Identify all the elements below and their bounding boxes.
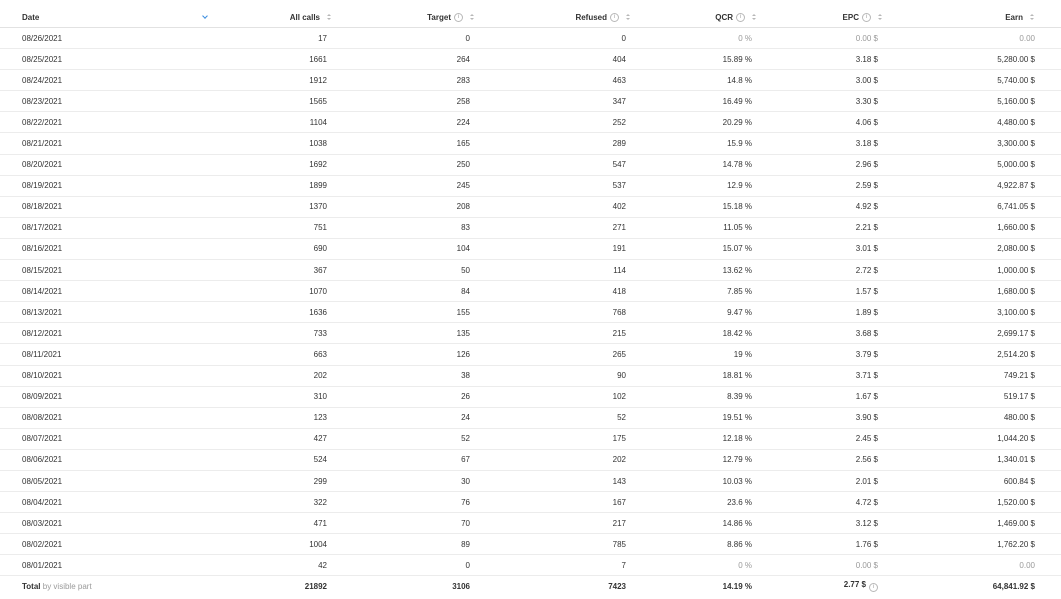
cell-qcr: 16.49 %: [631, 91, 757, 112]
cell-target: 89: [332, 534, 475, 555]
cell-refused: 167: [475, 492, 631, 513]
cell-all-calls: 1661: [232, 49, 332, 70]
cell-earn: 1,762.20 $: [883, 534, 1061, 555]
cell-earn: 0.00: [883, 555, 1061, 576]
cell-refused: 289: [475, 133, 631, 154]
table-row: [0, 555, 1061, 576]
cell-earn: 480.00 $: [883, 407, 1061, 428]
table-row: [0, 344, 1061, 365]
cell-refused: 537: [475, 175, 631, 196]
cell-date: 08/13/2021: [0, 302, 232, 323]
cell-date: 08/06/2021: [0, 449, 232, 470]
column-header-label: Target: [427, 12, 451, 22]
cell-qcr: 23.6 %: [631, 492, 757, 513]
cell-date: 08/08/2021: [0, 407, 232, 428]
cell-target: 50: [332, 260, 475, 281]
cell-epc: 3.30 $: [757, 91, 883, 112]
cell-date: 08/03/2021: [0, 513, 232, 534]
cell-all-calls: 1636: [232, 302, 332, 323]
cell-all-calls: 1070: [232, 281, 332, 302]
cell-target: 283: [332, 70, 475, 91]
sort-icon[interactable]: [326, 13, 332, 22]
table-row: [0, 28, 1061, 49]
column-header-label: EPC: [842, 12, 859, 22]
cell-target: 83: [332, 217, 475, 238]
column-header-label: All calls: [289, 12, 320, 22]
cell-qcr: 9.47 %: [631, 302, 757, 323]
cell-earn: 3,100.00 $: [883, 302, 1061, 323]
table-row: [0, 49, 1061, 70]
cell-earn: 1,680.00 $: [883, 281, 1061, 302]
cell-earn: 4,480.00 $: [883, 112, 1061, 133]
table-row: [0, 470, 1061, 491]
cell-refused: 90: [475, 365, 631, 386]
cell-all-calls: 1899: [232, 175, 332, 196]
total-epc-cell: [757, 576, 883, 597]
sort-icon[interactable]: [1029, 13, 1035, 22]
cell-refused: 271: [475, 217, 631, 238]
cell-refused: 404: [475, 49, 631, 70]
info-icon[interactable]: i: [862, 13, 871, 22]
cell-earn: 5,280.00 $: [883, 49, 1061, 70]
cell-earn: 600.84 $: [883, 470, 1061, 491]
column-header-date[interactable]: [0, 7, 232, 28]
table-header-row: [0, 7, 1061, 28]
cell-refused: 102: [475, 386, 631, 407]
cell-earn: 5,000.00 $: [883, 154, 1061, 175]
total-row: [0, 576, 1061, 597]
cell-target: 0: [332, 28, 475, 49]
cell-earn: 1,340.01 $: [883, 449, 1061, 470]
cell-date: 08/17/2021: [0, 217, 232, 238]
cell-earn: 1,469.00 $: [883, 513, 1061, 534]
column-header-label: Earn: [1005, 12, 1023, 22]
cell-epc: 3.71 $: [757, 365, 883, 386]
cell-all-calls: 17: [232, 28, 332, 49]
cell-date: 08/23/2021: [0, 91, 232, 112]
cell-all-calls: 310: [232, 386, 332, 407]
cell-qcr: 14.86 %: [631, 513, 757, 534]
cell-target: 126: [332, 344, 475, 365]
sort-icon[interactable]: [751, 13, 757, 22]
cell-epc: 2.21 $: [757, 217, 883, 238]
cell-qcr: 7.85 %: [631, 281, 757, 302]
chevron-down-icon[interactable]: [202, 13, 208, 19]
cell-all-calls: 427: [232, 428, 332, 449]
column-header-label: Date: [22, 12, 40, 22]
table-row: [0, 154, 1061, 175]
table-row: [0, 407, 1061, 428]
cell-target: 70: [332, 513, 475, 534]
cell-target: 104: [332, 238, 475, 259]
cell-epc: 3.79 $: [757, 344, 883, 365]
cell-qcr: 15.89 %: [631, 49, 757, 70]
total-label-cell: [0, 576, 232, 597]
cell-all-calls: 1912: [232, 70, 332, 91]
cell-qcr: 12.79 %: [631, 449, 757, 470]
cell-date: 08/22/2021: [0, 112, 232, 133]
total-epc: 2.77 $: [843, 580, 866, 590]
cell-date: 08/24/2021: [0, 70, 232, 91]
cell-earn: 749.21 $: [883, 365, 1061, 386]
cell-qcr: 0 %: [631, 28, 757, 49]
cell-refused: 768: [475, 302, 631, 323]
cell-all-calls: 1038: [232, 133, 332, 154]
cell-qcr: 14.8 %: [631, 70, 757, 91]
cell-earn: 1,520.00 $: [883, 492, 1061, 513]
cell-target: 155: [332, 302, 475, 323]
cell-qcr: 15.18 %: [631, 196, 757, 217]
cell-target: 224: [332, 112, 475, 133]
cell-qcr: 8.86 %: [631, 534, 757, 555]
cell-all-calls: 299: [232, 470, 332, 491]
cell-refused: 252: [475, 112, 631, 133]
sort-icon[interactable]: [877, 13, 883, 22]
sort-icon[interactable]: [625, 13, 631, 22]
cell-earn: 2,514.20 $: [883, 344, 1061, 365]
cell-refused: 402: [475, 196, 631, 217]
column-header-label: Refused: [575, 12, 607, 22]
cell-target: 245: [332, 175, 475, 196]
cell-earn: 5,160.00 $: [883, 91, 1061, 112]
cell-epc: 2.59 $: [757, 175, 883, 196]
cell-epc: 4.72 $: [757, 492, 883, 513]
table-row: [0, 70, 1061, 91]
cell-date: 08/25/2021: [0, 49, 232, 70]
cell-all-calls: 367: [232, 260, 332, 281]
cell-target: 30: [332, 470, 475, 491]
cell-target: 24: [332, 407, 475, 428]
cell-all-calls: 1370: [232, 196, 332, 217]
cell-earn: 1,660.00 $: [883, 217, 1061, 238]
info-icon[interactable]: i: [610, 13, 619, 22]
cell-qcr: 19 %: [631, 344, 757, 365]
cell-target: 0: [332, 555, 475, 576]
column-header-target[interactable]: [332, 7, 475, 28]
cell-epc: 2.56 $: [757, 449, 883, 470]
cell-all-calls: 663: [232, 344, 332, 365]
cell-qcr: 15.07 %: [631, 238, 757, 259]
cell-qcr: 8.39 %: [631, 386, 757, 407]
cell-target: 67: [332, 449, 475, 470]
cell-target: 52: [332, 428, 475, 449]
cell-all-calls: 524: [232, 449, 332, 470]
cell-qcr: 12.9 %: [631, 175, 757, 196]
daily-stats-table: [0, 7, 1061, 597]
cell-epc: 3.18 $: [757, 133, 883, 154]
cell-refused: 175: [475, 428, 631, 449]
cell-date: 08/15/2021: [0, 260, 232, 281]
cell-target: 135: [332, 323, 475, 344]
cell-all-calls: 1104: [232, 112, 332, 133]
column-header-epc[interactable]: [757, 7, 883, 28]
cell-earn: 0.00: [883, 28, 1061, 49]
info-icon[interactable]: i: [736, 13, 745, 22]
cell-qcr: 0 %: [631, 555, 757, 576]
total-label-suffix: by visible part: [42, 581, 92, 591]
info-icon[interactable]: i: [454, 13, 463, 22]
total-all-calls: 21892: [304, 581, 327, 591]
cell-target: 76: [332, 492, 475, 513]
cell-date: 08/12/2021: [0, 323, 232, 344]
cell-refused: 0: [475, 28, 631, 49]
cell-refused: 7: [475, 555, 631, 576]
cell-earn: 2,080.00 $: [883, 238, 1061, 259]
cell-epc: 4.92 $: [757, 196, 883, 217]
cell-all-calls: 471: [232, 513, 332, 534]
table-row: [0, 302, 1061, 323]
table-row: [0, 196, 1061, 217]
cell-earn: 3,300.00 $: [883, 133, 1061, 154]
info-icon[interactable]: i: [869, 583, 878, 592]
cell-target: 250: [332, 154, 475, 175]
table-row: [0, 449, 1061, 470]
table-row: [0, 217, 1061, 238]
column-header-all-calls[interactable]: [232, 7, 332, 28]
cell-epc: 1.89 $: [757, 302, 883, 323]
cell-all-calls: 751: [232, 217, 332, 238]
cell-refused: 202: [475, 449, 631, 470]
table-row: [0, 133, 1061, 154]
cell-epc: 3.90 $: [757, 407, 883, 428]
cell-date: 08/04/2021: [0, 492, 232, 513]
table-row: [0, 281, 1061, 302]
cell-epc: 3.00 $: [757, 70, 883, 91]
cell-epc: 2.45 $: [757, 428, 883, 449]
total-earn: 64,841.92 $: [992, 581, 1035, 591]
cell-epc: 3.12 $: [757, 513, 883, 534]
cell-earn: 5,740.00 $: [883, 70, 1061, 91]
cell-refused: 143: [475, 470, 631, 491]
table-row: [0, 428, 1061, 449]
cell-all-calls: 42: [232, 555, 332, 576]
cell-all-calls: 1692: [232, 154, 332, 175]
cell-date: 08/19/2021: [0, 175, 232, 196]
table-row: [0, 91, 1061, 112]
total-qcr: 14.19 %: [722, 581, 752, 591]
cell-epc: 2.96 $: [757, 154, 883, 175]
column-header-qcr[interactable]: [631, 7, 757, 28]
table-row: [0, 492, 1061, 513]
total-target: 3106: [452, 581, 470, 591]
cell-all-calls: 1004: [232, 534, 332, 555]
cell-refused: 265: [475, 344, 631, 365]
cell-epc: 0.00 $: [757, 555, 883, 576]
cell-date: 08/26/2021: [0, 28, 232, 49]
cell-epc: 0.00 $: [757, 28, 883, 49]
cell-refused: 114: [475, 260, 631, 281]
cell-earn: 2,699.17 $: [883, 323, 1061, 344]
table-row: [0, 513, 1061, 534]
cell-earn: 519.17 $: [883, 386, 1061, 407]
cell-qcr: 14.78 %: [631, 154, 757, 175]
cell-all-calls: 322: [232, 492, 332, 513]
cell-refused: 217: [475, 513, 631, 534]
cell-qcr: 19.51 %: [631, 407, 757, 428]
cell-epc: 1.67 $: [757, 386, 883, 407]
cell-date: 08/05/2021: [0, 470, 232, 491]
cell-refused: 347: [475, 91, 631, 112]
cell-target: 258: [332, 91, 475, 112]
cell-all-calls: 202: [232, 365, 332, 386]
cell-target: 38: [332, 365, 475, 386]
cell-epc: 2.01 $: [757, 470, 883, 491]
cell-all-calls: 1565: [232, 91, 332, 112]
cell-refused: 418: [475, 281, 631, 302]
cell-date: 08/16/2021: [0, 238, 232, 259]
cell-refused: 785: [475, 534, 631, 555]
table-row: [0, 175, 1061, 196]
cell-date: 08/11/2021: [0, 344, 232, 365]
table-body: [0, 28, 1061, 576]
cell-qcr: 20.29 %: [631, 112, 757, 133]
cell-qcr: 13.62 %: [631, 260, 757, 281]
cell-date: 08/10/2021: [0, 365, 232, 386]
table-row: [0, 386, 1061, 407]
cell-refused: 463: [475, 70, 631, 91]
cell-epc: 1.57 $: [757, 281, 883, 302]
cell-qcr: 11.05 %: [631, 217, 757, 238]
column-header-earn[interactable]: [883, 7, 1061, 28]
cell-qcr: 10.03 %: [631, 470, 757, 491]
cell-date: 08/14/2021: [0, 281, 232, 302]
cell-epc: 3.18 $: [757, 49, 883, 70]
cell-epc: 4.06 $: [757, 112, 883, 133]
table-row: [0, 260, 1061, 281]
cell-date: 08/01/2021: [0, 555, 232, 576]
cell-qcr: 18.42 %: [631, 323, 757, 344]
cell-all-calls: 733: [232, 323, 332, 344]
cell-refused: 191: [475, 238, 631, 259]
table-row: [0, 365, 1061, 386]
table-row: [0, 534, 1061, 555]
cell-refused: 215: [475, 323, 631, 344]
cell-qcr: 12.18 %: [631, 428, 757, 449]
cell-target: 26: [332, 386, 475, 407]
cell-date: 08/07/2021: [0, 428, 232, 449]
table-row: [0, 323, 1061, 344]
cell-earn: 4,922.87 $: [883, 175, 1061, 196]
cell-date: 08/02/2021: [0, 534, 232, 555]
column-header-refused[interactable]: [475, 7, 631, 28]
cell-target: 264: [332, 49, 475, 70]
cell-earn: 6,741.05 $: [883, 196, 1061, 217]
cell-epc: 1.76 $: [757, 534, 883, 555]
total-refused: 7423: [608, 581, 626, 591]
sort-icon[interactable]: [469, 13, 475, 22]
cell-qcr: 15.9 %: [631, 133, 757, 154]
table-row: [0, 112, 1061, 133]
cell-date: 08/18/2021: [0, 196, 232, 217]
column-header-label: QCR: [715, 12, 733, 22]
cell-earn: 1,044.20 $: [883, 428, 1061, 449]
cell-qcr: 18.81 %: [631, 365, 757, 386]
cell-target: 165: [332, 133, 475, 154]
cell-all-calls: 123: [232, 407, 332, 428]
cell-target: 84: [332, 281, 475, 302]
cell-date: 08/20/2021: [0, 154, 232, 175]
cell-target: 208: [332, 196, 475, 217]
cell-epc: 2.72 $: [757, 260, 883, 281]
cell-all-calls: 690: [232, 238, 332, 259]
total-label: Total: [22, 581, 41, 591]
cell-epc: 3.01 $: [757, 238, 883, 259]
cell-date: 08/09/2021: [0, 386, 232, 407]
cell-earn: 1,000.00 $: [883, 260, 1061, 281]
cell-epc: 3.68 $: [757, 323, 883, 344]
cell-refused: 547: [475, 154, 631, 175]
table-row: [0, 238, 1061, 259]
cell-date: 08/21/2021: [0, 133, 232, 154]
cell-refused: 52: [475, 407, 631, 428]
